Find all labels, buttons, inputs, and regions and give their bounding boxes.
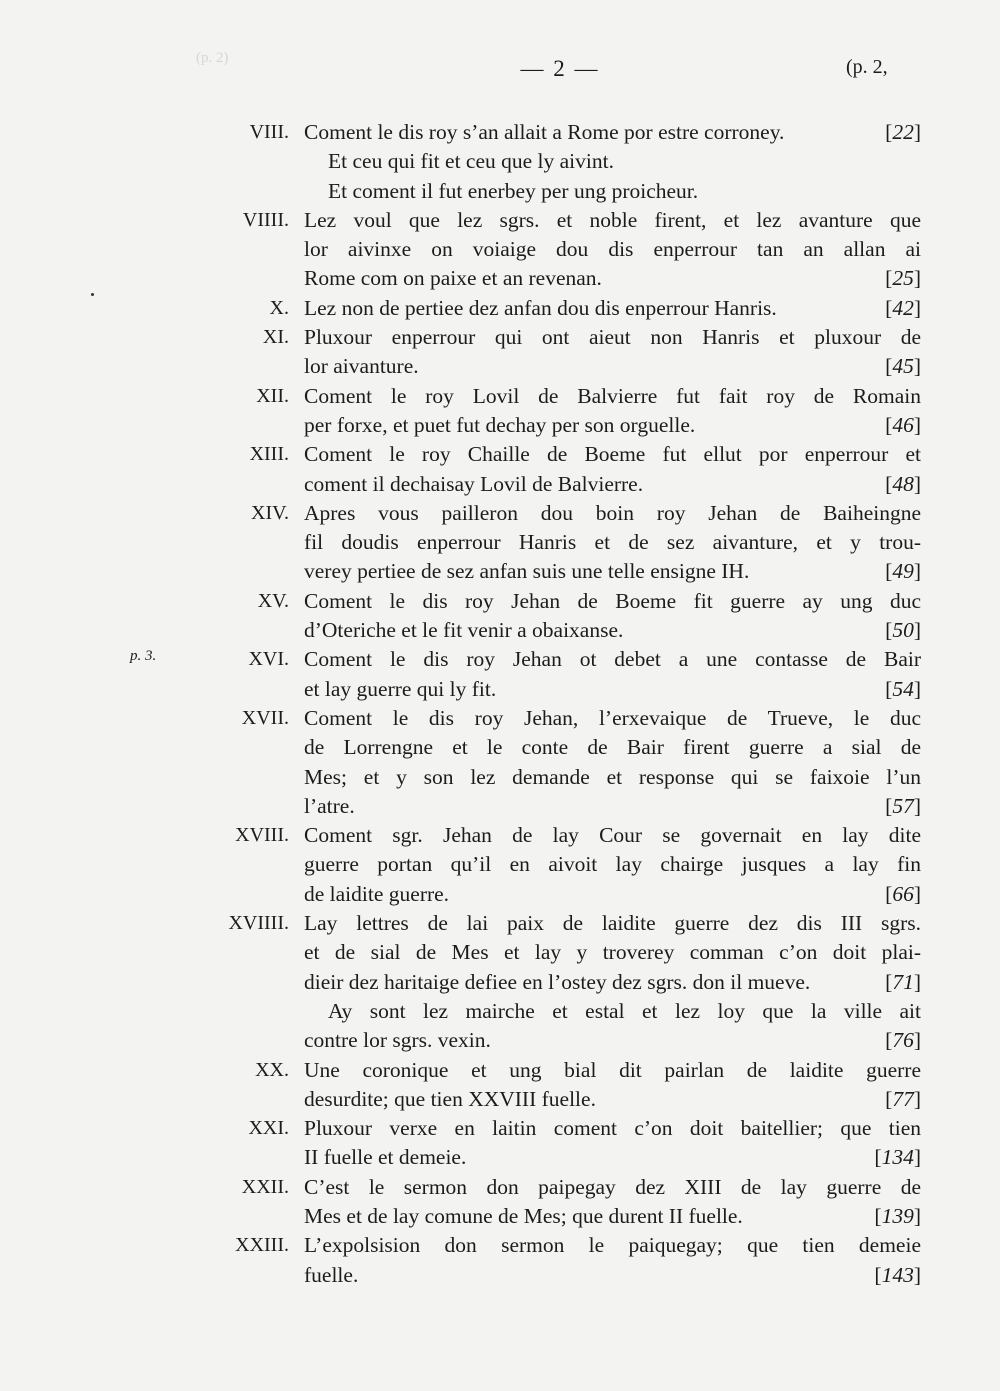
table-of-contents	[0, 118, 1000, 1290]
entry-number: VIII.	[249, 121, 289, 143]
entry-last-line	[304, 1261, 921, 1290]
entry-text-line: Ay sont lez mairche et estal et lez loy que la ville ait	[328, 998, 921, 1023]
entry-line	[304, 1173, 921, 1202]
entry-line	[304, 704, 921, 733]
toc-entry	[269, 294, 921, 323]
entry-page-ref: [48]	[885, 471, 921, 496]
entry-page-ref: [54]	[885, 676, 921, 701]
entry-text-line: fuelle.	[304, 1262, 359, 1287]
entry-text-line: L’expolsision don sermon le paiquegay; que tien demeie	[304, 1233, 921, 1258]
entry-text-line: guerre portan qu’il en aivoit lay chairge jusques a lay fin	[304, 852, 921, 877]
entry-text-line: l’atre.	[304, 793, 355, 818]
page-header	[0, 56, 1000, 90]
entry-line	[304, 440, 921, 469]
toc-entry	[256, 382, 921, 441]
entry-last-line	[304, 470, 921, 499]
toc-entry	[242, 206, 921, 294]
entry-text-line: Et ceu qui fit et ceu que ly aivint.	[328, 149, 614, 174]
entry-text-line: II fuelle et demeie.	[304, 1145, 467, 1170]
entry-line	[304, 763, 921, 792]
entry-text-line: Une coronique et ung bial dit pairlan de laidite guerre	[304, 1057, 921, 1082]
entry-line	[304, 850, 921, 879]
entry-number: X.	[269, 296, 289, 319]
toc-entry	[304, 147, 921, 176]
entry-text-line: Lez non de pertiee dez anfan dou dis enperrour Hanris.	[304, 295, 777, 320]
entry-line	[304, 382, 921, 411]
entry-line	[304, 645, 921, 674]
toc-entry	[251, 499, 921, 587]
entry-text-line: Apres vous pailleron dou boin roy Jehan de Baiheingne	[304, 500, 921, 525]
entry-line	[304, 1056, 921, 1085]
entry-page-ref: [50]	[885, 618, 921, 643]
entry-line	[304, 499, 921, 528]
entry-text-line: Lay lettres de lai paix de laidite guerre dez dis III sgrs.	[304, 911, 921, 936]
entry-page-ref: [77]	[885, 1086, 921, 1111]
entry-text-line: Coment le roy Lovil de Balvierre fut fait roy de Romain	[304, 383, 921, 408]
entry-page-ref: [25]	[885, 266, 921, 291]
entry-number: XX.	[255, 1058, 289, 1081]
entry-last-line	[304, 411, 921, 440]
entry-text-line: fil doudis enperrour Hanris et de sez aivanture, et y trou-	[304, 530, 921, 555]
page-reference: (p. 2,	[846, 56, 888, 78]
entry-text-line: Pluxour enperrour qui ont aieut non Hanris et pluxour de	[304, 325, 921, 350]
entry-last-line	[304, 264, 921, 293]
entry-text-line: Coment sgr. Jehan de lay Cour se governait en lay dite	[304, 823, 921, 848]
toc-entry	[241, 1173, 921, 1232]
toc-entry	[304, 997, 921, 1056]
entry-last-line	[304, 118, 921, 147]
entry-text-line: lor aivinxe on voiaige dou dis enperrour tan an allan ai	[304, 237, 921, 262]
entry-text-line: desurdite; que tien XXVIII fuelle.	[304, 1086, 596, 1111]
entry-line	[304, 733, 921, 762]
entry-number: XXI.	[248, 1117, 289, 1140]
entry-line	[304, 997, 921, 1026]
entry-page-ref: [139]	[874, 1203, 921, 1228]
entry-last-line	[304, 675, 921, 704]
entry-text-line: dieir dez haritaige defiee en l’ostey dez sgrs. don il mueve.	[304, 969, 811, 994]
entry-text-line: Coment le dis roy Jehan, l’erxevaique de Trueve, le duc	[304, 705, 921, 730]
entry-line	[304, 528, 921, 557]
toc-entry	[249, 118, 921, 147]
page-number: — 2 —	[520, 56, 600, 81]
entry-text-line: C’est le sermon don paipegay dez XIII de lay guerre de	[304, 1174, 921, 1199]
entry-text-line: et de sial de Mes et lay y troverey comman c’on doit plai-	[304, 940, 921, 965]
entry-number: XXII.	[241, 1175, 289, 1198]
entry-last-line	[304, 792, 921, 821]
toc-entry	[249, 440, 921, 499]
entry-text-line: Pluxour verxe en laitin coment c’on doit baitellier; que tien	[304, 1116, 921, 1141]
entry-page-ref: [46]	[885, 412, 921, 437]
entry-page-ref: [42]	[885, 295, 921, 320]
entry-last-line	[304, 1143, 921, 1172]
entry-page-ref: [143]	[874, 1262, 921, 1287]
entry-number: XIV.	[251, 501, 289, 524]
entry-text-line: per forxe, et puet fut dechay per son orguelle.	[304, 412, 696, 437]
entry-text-line: de laidite guerre.	[304, 881, 450, 906]
entry-last-line	[304, 177, 921, 206]
entry-number: XXIII.	[235, 1234, 289, 1257]
toc-entry	[235, 821, 921, 909]
entry-number: XVIIII.	[228, 912, 289, 935]
entry-line	[304, 821, 921, 850]
entry-text-line: lor aivanture.	[304, 354, 419, 379]
toc-entry	[304, 177, 921, 206]
entry-line	[304, 909, 921, 938]
entry-last-line	[304, 294, 921, 323]
toc-entry	[257, 587, 921, 646]
entry-page-ref: [49]	[885, 559, 921, 584]
entry-last-line	[304, 1202, 921, 1231]
entry-number: XVII.	[241, 706, 289, 729]
toc-entry	[228, 909, 921, 997]
entry-text-line: et lay guerre qui ly fit.	[304, 676, 497, 701]
entry-last-line	[304, 880, 921, 909]
entry-text-line: Mes; et y son lez demande et response qui se faixoie l’un	[304, 764, 921, 789]
margin-note: p. 3.	[130, 648, 157, 664]
toc-entry	[262, 323, 921, 382]
entry-number: XII.	[256, 384, 289, 407]
entry-last-line	[304, 557, 921, 586]
entry-number: XVIII.	[235, 824, 289, 847]
entry-number: XIII.	[249, 443, 289, 466]
entry-text-line: d’Oteriche et le fit venir a obaixanse.	[304, 618, 624, 643]
entry-page-ref: [134]	[874, 1145, 921, 1170]
entry-last-line	[304, 147, 921, 176]
entry-text-line: coment il dechaisay Lovil de Balvierre.	[304, 471, 644, 496]
entry-text-line: verey pertiee de sez anfan suis une telle ensigne IH.	[304, 559, 750, 584]
entry-line	[304, 938, 921, 967]
toc-entry	[241, 704, 921, 821]
entry-text-line: Mes et de lay comune de Mes; que durent II fuelle.	[304, 1203, 743, 1228]
entry-number: VIIII.	[242, 208, 289, 231]
toc-entry	[255, 1056, 921, 1115]
entry-last-line	[304, 1026, 921, 1055]
entry-line	[304, 235, 921, 264]
entry-text-line: Coment le dis roy Jehan ot debet a une contasse de Bair	[304, 647, 921, 672]
entry-page-ref: [66]	[885, 881, 921, 906]
entry-text-line: Et coment il fut enerbey per ung proicheur.	[328, 178, 699, 203]
entry-line	[304, 206, 921, 235]
entry-text-line: Coment le roy Chaille de Boeme fut ellut por enperrour et	[304, 442, 921, 467]
entry-text-line: contre lor sgrs. vexin.	[304, 1028, 491, 1053]
entry-last-line	[304, 616, 921, 645]
entry-line	[304, 1114, 921, 1143]
entry-text-line: de Lorrengne et le conte de Bair firent guerre a sial de	[304, 735, 921, 760]
toc-entry	[248, 1114, 921, 1173]
entry-number: XV.	[257, 589, 289, 612]
entry-page-ref: [71]	[885, 969, 921, 994]
entry-number: XI.	[262, 326, 289, 349]
entry-page-ref: [57]	[885, 793, 921, 818]
toc-entry	[248, 645, 921, 704]
entry-text-line: Coment le dis roy s’an allait a Rome por estre corroney.	[304, 120, 785, 144]
entry-last-line	[304, 1085, 921, 1114]
entry-page-ref: [76]	[885, 1028, 921, 1053]
entry-text-line: Rome com on paixe et an revenan.	[304, 266, 602, 291]
entry-last-line	[304, 968, 921, 997]
toc-entry	[235, 1231, 921, 1290]
entry-number: XVI.	[248, 648, 289, 671]
entry-text-line: Coment le dis roy Jehan de Boeme fit guerre ay ung duc	[304, 588, 921, 613]
entry-text-line: Lez voul que lez sgrs. et noble firent, et lez avanture que	[304, 207, 921, 232]
entry-line	[304, 323, 921, 352]
entry-page-ref: [45]	[885, 354, 921, 379]
entry-page-ref: [22]	[885, 120, 921, 144]
entry-line	[304, 1231, 921, 1260]
bleed-through-text: (p. 2)	[196, 50, 229, 66]
entry-line	[304, 587, 921, 616]
entry-last-line	[304, 352, 921, 381]
